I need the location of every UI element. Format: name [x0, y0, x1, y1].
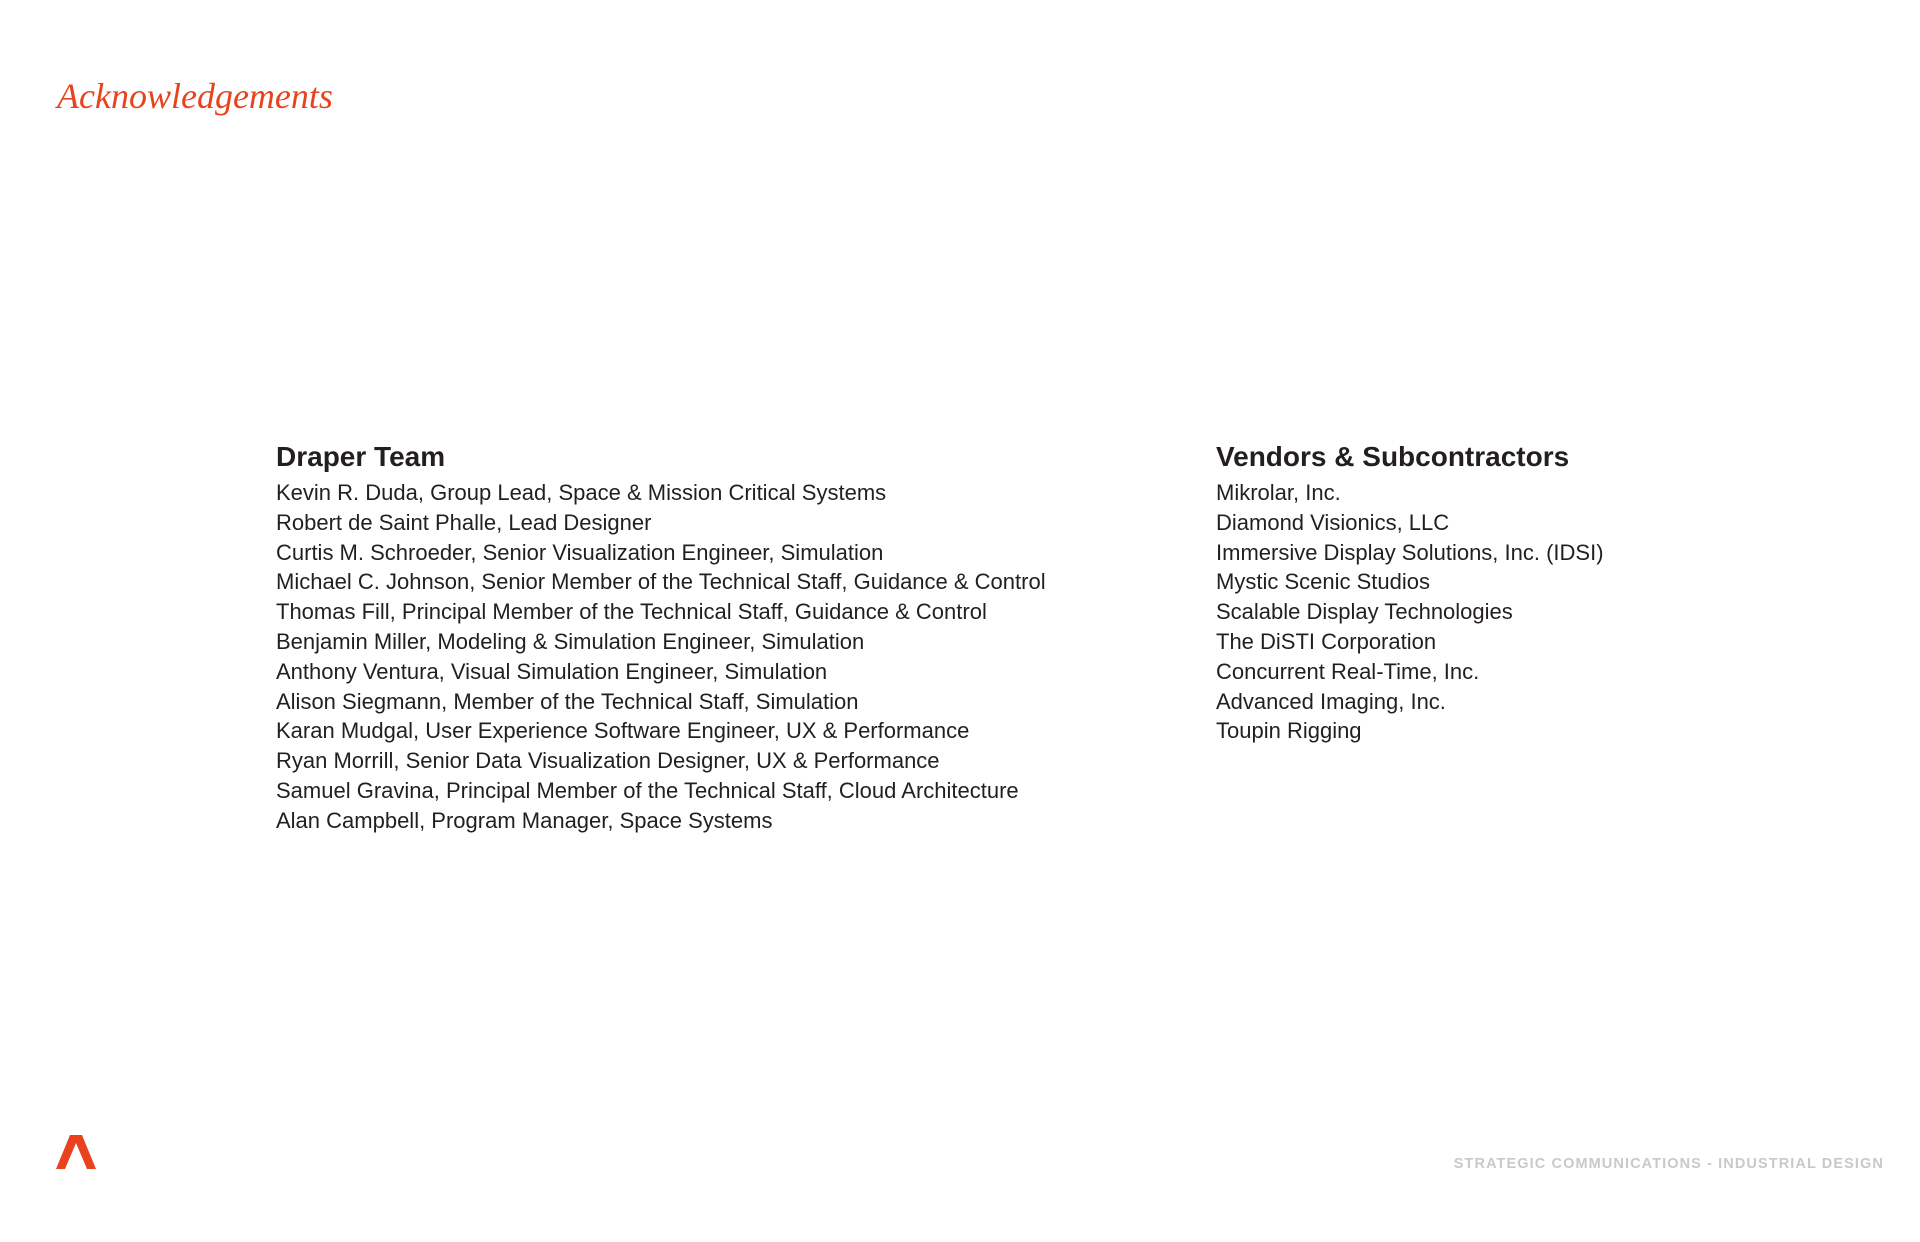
- list-item: Immersive Display Solutions, Inc. (IDSI): [1216, 539, 1604, 565]
- draper-team-list: [276, 478, 1046, 836]
- list-item: Mystic Scenic Studios: [1216, 569, 1430, 595]
- vendors-section: [1216, 436, 1604, 746]
- list-item: Samuel Gravina, Principal Member of the Technical Staff, Cloud Architecture: [276, 777, 1019, 803]
- draper-logo-icon: [56, 1135, 96, 1169]
- list-item: Diamond Visionics, LLC: [1216, 509, 1450, 535]
- list-item: Mikrolar, Inc.: [1216, 480, 1341, 505]
- vendors-heading: Vendors & Subcontractors: [1216, 441, 1570, 472]
- list-item: Karan Mudgal, User Experience Software Engineer, UX & Performance: [276, 718, 970, 744]
- list-item: Alan Campbell, Program Manager, Space Systems: [276, 807, 773, 833]
- vendors-list: [1216, 478, 1604, 746]
- list-item: Robert de Saint Phalle, Lead Designer: [276, 509, 652, 535]
- list-item: Concurrent Real-Time, Inc.: [1216, 658, 1480, 684]
- footer-label: STRATEGIC COMMUNICATIONS - INDUSTRIAL DESIGN: [1453, 1156, 1884, 1172]
- list-item: Thomas Fill, Principal Member of the Technical Staff, Guidance & Control: [276, 599, 987, 625]
- list-item: Anthony Ventura, Visual Simulation Engineer, Simulation: [276, 658, 828, 684]
- page-title: Acknowledgements: [57, 76, 333, 116]
- list-item: Curtis M. Schroeder, Senior Visualization Engineer, Simulation: [276, 539, 884, 565]
- list-item: The DiSTI Corporation: [1216, 628, 1437, 654]
- list-item: Toupin Rigging: [1216, 718, 1362, 744]
- list-item: Alison Siegmann, Member of the Technical Staff, Simulation: [276, 688, 859, 714]
- list-item: Michael C. Johnson, Senior Member of the Technical Staff, Guidance & Control: [276, 569, 1046, 595]
- draper-team-heading: Draper Team: [276, 441, 446, 472]
- list-item: Kevin R. Duda, Group Lead, Space & Mission Critical Systems: [276, 480, 887, 505]
- list-item: Benjamin Miller, Modeling & Simulation Engineer, Simulation: [276, 628, 865, 654]
- draper-team-section: [276, 436, 1046, 836]
- list-item: Advanced Imaging, Inc.: [1216, 688, 1446, 714]
- list-item: Scalable Display Technologies: [1216, 599, 1513, 625]
- list-item: Ryan Morrill, Senior Data Visualization Designer, UX & Performance: [276, 748, 940, 774]
